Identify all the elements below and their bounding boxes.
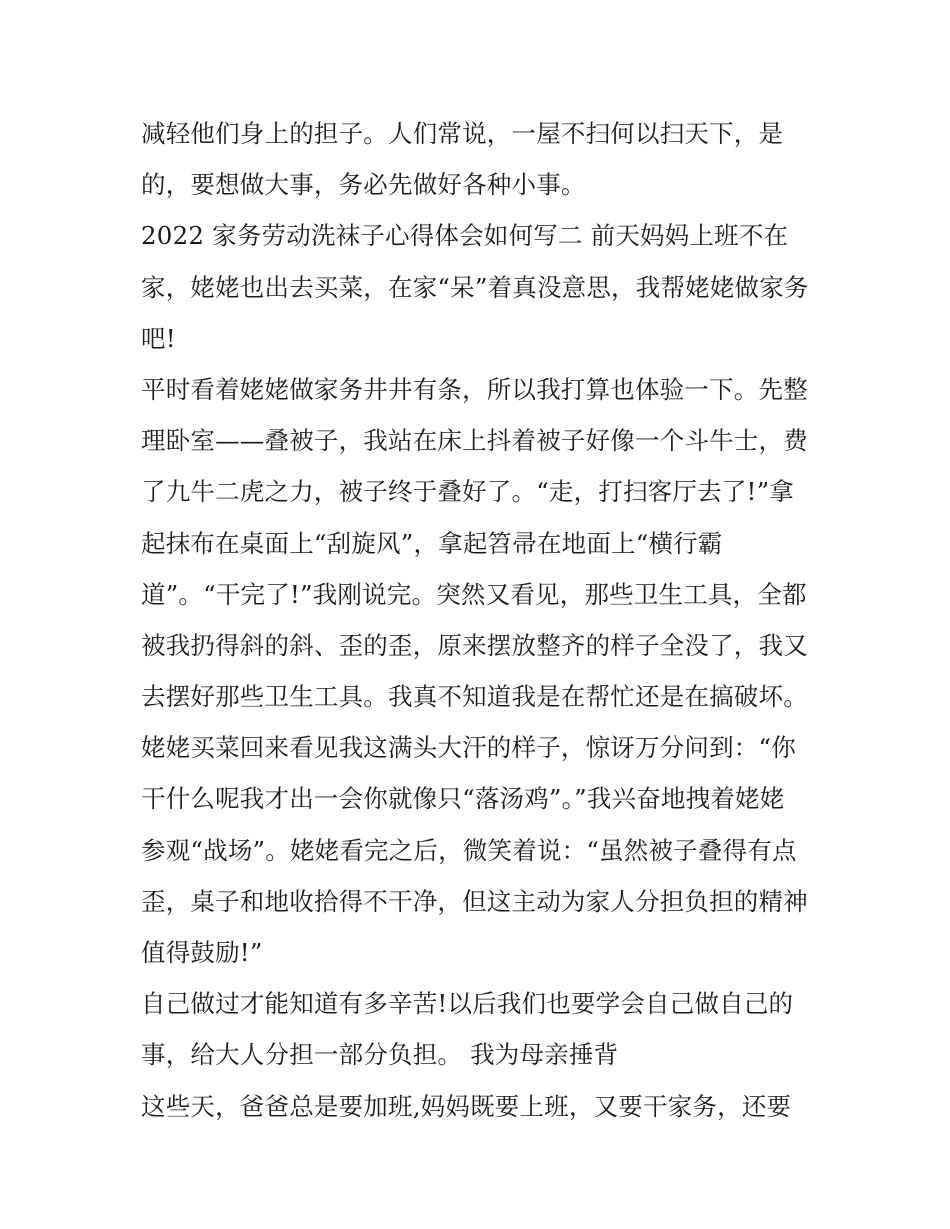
text-line: 2022 家务劳动洗袜子心得体会如何写二 前天妈妈上班不在 xyxy=(141,221,789,251)
text-line: 参观“战场”。姥姥看完之后，微笑着说：“虽然被子叠得有点 xyxy=(141,835,797,865)
text-line: 减轻他们身上的担子。人们常说，一屋不扫何以扫天下，是 xyxy=(141,119,784,148)
text-line: 了九牛二虎之力，被子终于叠好了。“走，打扫客厅去了!”拿 xyxy=(141,477,794,507)
text-line: 的，要想做大事，务必先做好各种小事。 xyxy=(141,170,586,200)
text-line: 起抹布在桌面上“刮旋风”，拿起笤帚在地面上“横行霸 xyxy=(141,528,723,558)
document-body xyxy=(141,108,821,1132)
text-line: 平时看着姥姥做家务井井有条，所以我打算也体验一下。先整 xyxy=(141,374,808,404)
text-line: 歪，桌子和地收拾得不干净，但这主动为家人分担负担的精神 xyxy=(141,886,808,916)
text-line: 被我扔得斜的斜、歪的歪，原来摆放整齐的样子全没了，我又 xyxy=(141,630,808,660)
text-line: 事，给大人分担一部分负担。 我为母亲捶背 xyxy=(141,1040,619,1070)
text-line: 去摆好那些卫生工具。我真不知道我是在帮忙还是在搞破坏。 xyxy=(141,682,808,712)
text-line: 理卧室——叠被子，我站在床上抖着被子好像一个斗牛士，费 xyxy=(141,426,808,456)
text-line: 吧! xyxy=(141,323,176,353)
text-line: 姥姥买菜回来看见我这满头大汗的样子，惊讶万分问到：“你 xyxy=(141,733,796,763)
text-line: 自己做过才能知道有多辛苦!以后我们也要学会自己做自己的 xyxy=(141,989,794,1019)
text-line: 家，姥姥也出去买菜，在家“呆”着真没意思，我帮姥姥做家务 xyxy=(141,272,809,302)
text-line: 干什么呢我才出一会你就像只“落汤鸡”。”我兴奋地拽着姥姥 xyxy=(141,784,785,814)
text-line: 值得鼓励!” xyxy=(141,938,263,967)
text-line: 道”。“干完了!”我刚说完。突然又看见，那些卫生工具，全都 xyxy=(141,579,807,609)
text-line: 这些天，爸爸总是要加班,妈妈既要上班，又要干家务，还要 xyxy=(141,1091,792,1121)
